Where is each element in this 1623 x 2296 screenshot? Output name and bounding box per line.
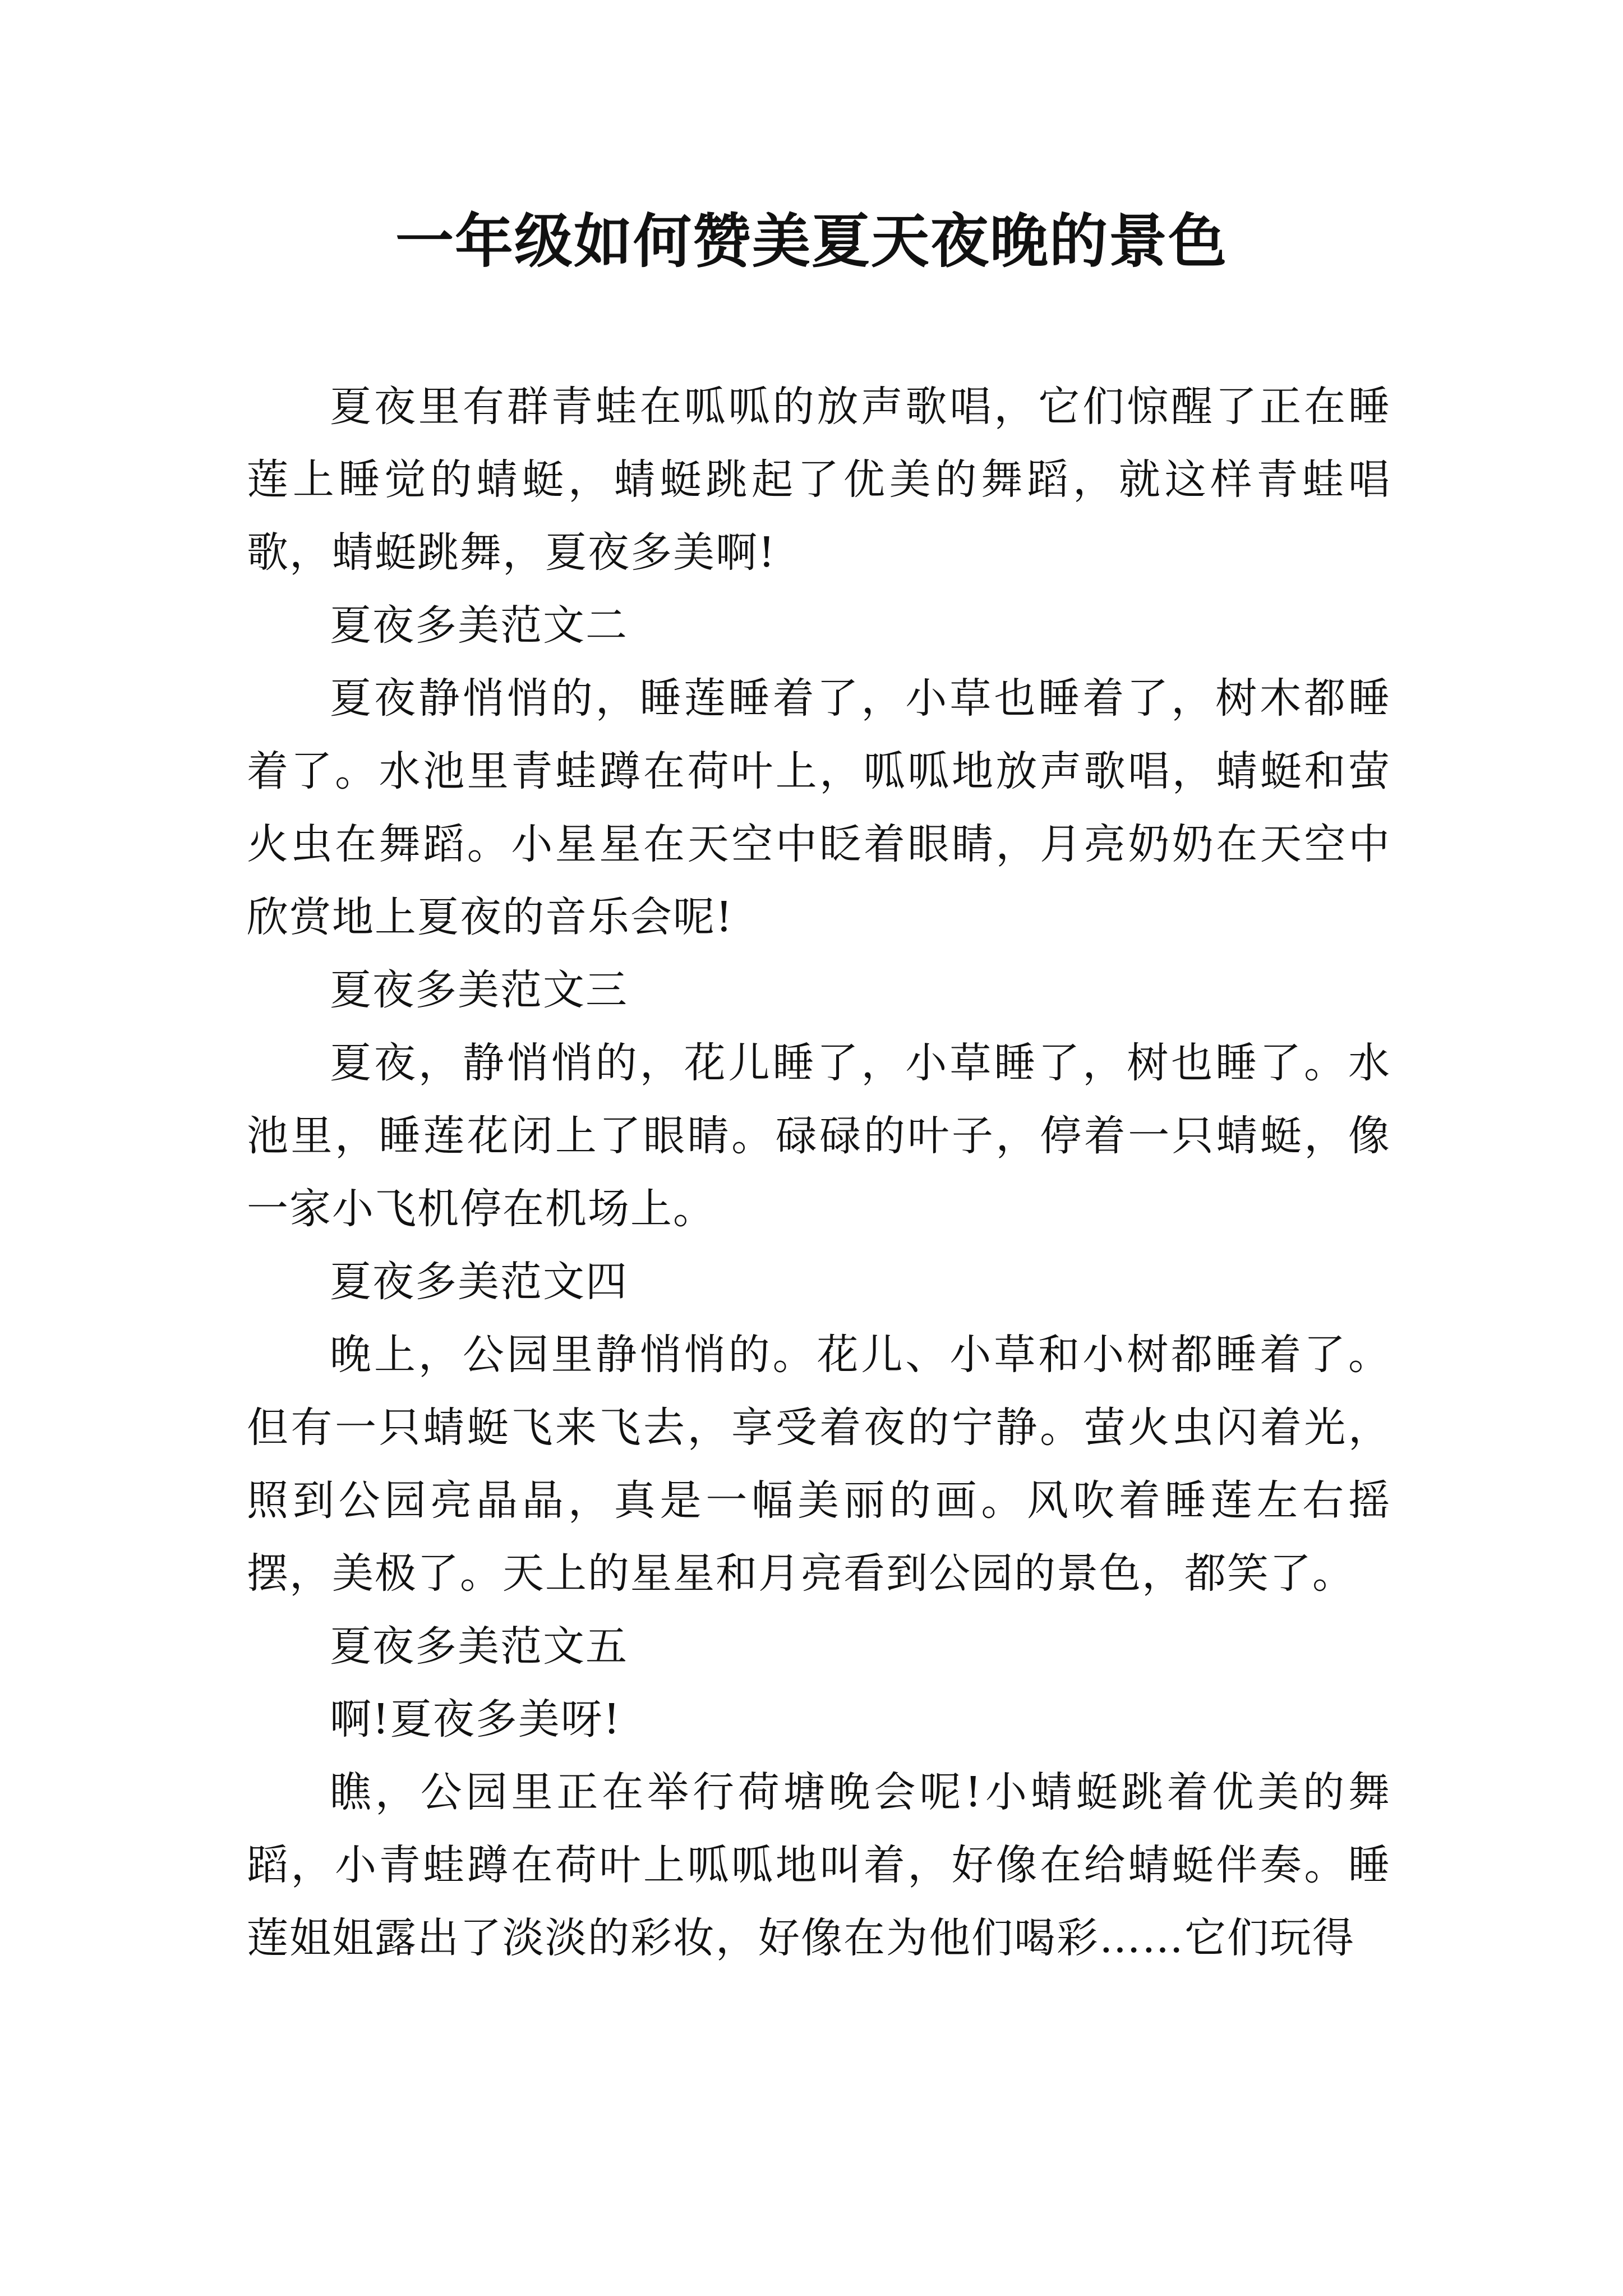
document-body (247, 370, 1391, 1975)
paragraph-2: 夏夜静悄悄的，睡莲睡着了，小草也睡着了，树木都睡着了。水池里青蛙蹲在荷叶上，呱呱地放声歌唱，蜻蜓和萤火虫在舞蹈。小星星在天空中眨着眼睛，月亮奶奶在天空中欣赏地上夏夜的音乐会呢! (247, 674, 1391, 941)
section-heading-2: 夏夜多美范文二 (330, 601, 628, 650)
paragraph-3: 夏夜，静悄悄的，花儿睡了，小草睡了，树也睡了。水池里，睡莲花闭上了眼睛。碌碌的叶子，停着一只蜻蜓，像一家小飞机停在机场上。 (247, 1039, 1391, 1233)
paragraph-4: 晚上，公园里静悄悄的。花儿、小草和小树都睡着了。但有一只蜻蜓飞来飞去，享受着夜的宁静。萤火虫闪着光，照到公园亮晶晶，真是一幅美丽的画。风吹着睡莲左右摇摆，美极了。天上的星星和月亮看到公园的景色，都笑了。 (247, 1331, 1391, 1598)
exclamation-line: 啊!夏夜多美呀! (330, 1695, 621, 1743)
paragraph-1: 夏夜里有群青蛙在呱呱的放声歌唱，它们惊醒了正在睡莲上睡觉的蜻蜓，蜻蜓跳起了优美的舞蹈，就这样青蛙唱歌，蜻蜓跳舞，夏夜多美啊! (247, 383, 1391, 577)
section-heading-4: 夏夜多美范文四 (330, 1258, 628, 1306)
section-heading-3: 夏夜多美范文三 (330, 966, 628, 1014)
document-title: 一年级如何赞美夏天夜晚的景色 (395, 206, 1228, 275)
section-heading-5: 夏夜多美范文五 (330, 1622, 628, 1671)
paragraph-5: 瞧，公园里正在举行荷塘晚会呢!小蜻蜓跳着优美的舞蹈，小青蛙蹲在荷叶上呱呱地叫着，好像在给蜻蜓伴奏。睡莲姐姐露出了淡淡的彩妆，好像在为他们喝彩……它们玩得 (247, 1768, 1391, 1962)
